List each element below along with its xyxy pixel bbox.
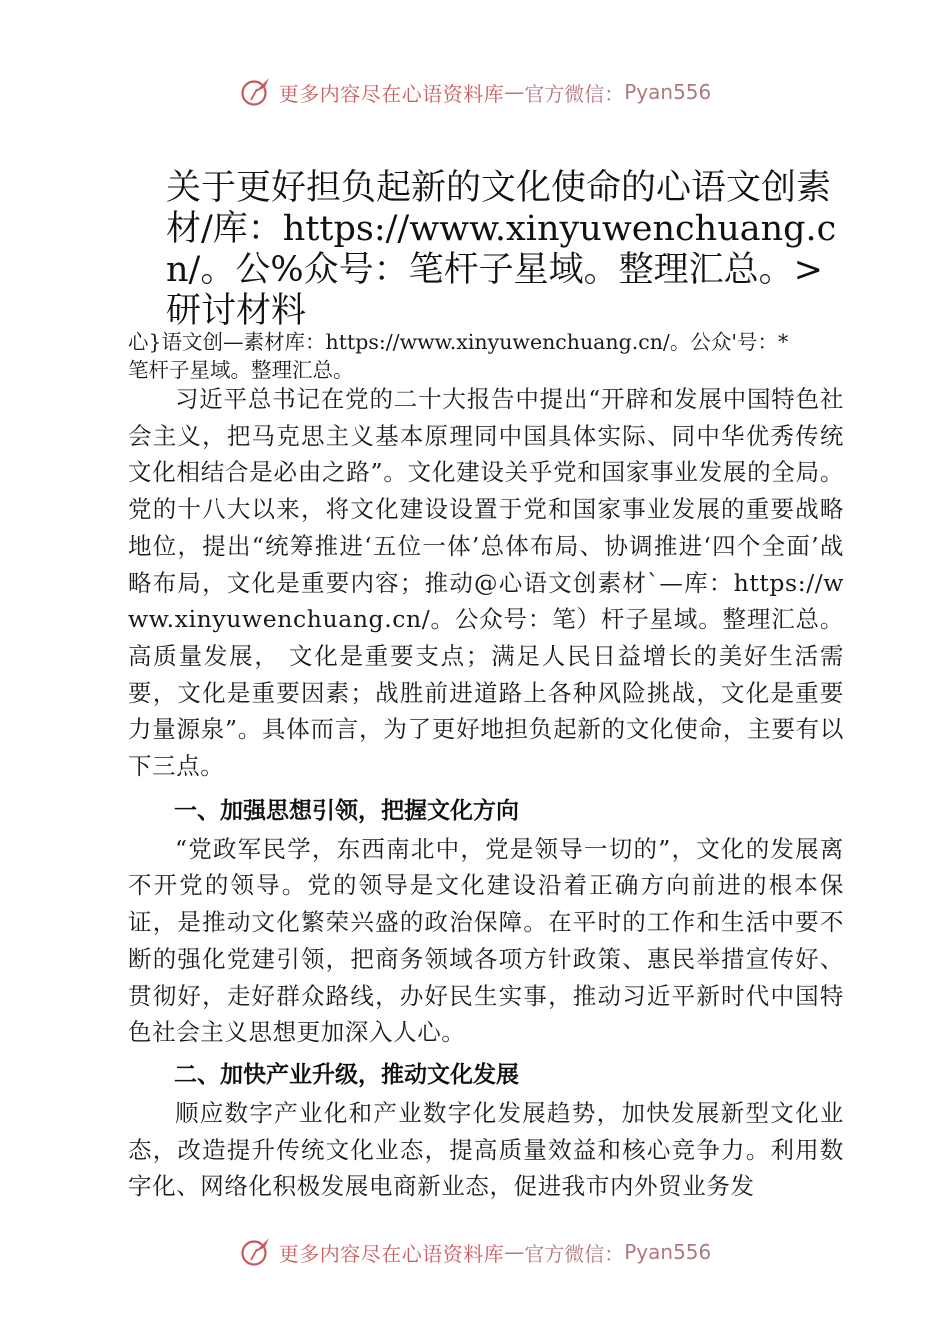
document-subnote: 心}语文创—素材库：https://www.xinyuwenchuang.cn/。公众'号：*笔杆子星域。整理汇总。 (128, 330, 789, 382)
document-body (128, 381, 844, 1205)
watermark-wechat-id: Pyan556 (624, 1240, 712, 1264)
watermark-banner-top (0, 72, 950, 112)
section-heading-2: 二、加快产业升级，推动文化发展 (174, 1061, 519, 1088)
quill-logo-icon (239, 1235, 273, 1269)
intro-paragraph: 习近平总书记在党的二十大报告中提出“开辟和发展中国特色社会主义，把马克思主义基本原理同中国具体实际、同中华优秀传统文化相结合是必由之路”。文化建设关乎党和国家事业发展的全局。党的十八大以来，将文化建设设置于党和国家事业发展的重要战略地位，提出“统筹推进‘五位一体’总体布局、协调推进‘四个全面’战略布局，文化是重要内容；推动@心语文创素材`—库：https://www.xinyuwenchuang.cn/。公众号：笔）杆子星域。整理汇总。高质量发展， 文化是重要支点；满足人民日益增长的美好生活需要，文化是重要因素；战胜前进道路上各种风险挑战，文化是重要力量源泉”。具体而言，为了更好地担负起新的文化使命，主要有以下三点。 (128, 385, 844, 781)
document-title: 关于更好担负起新的文化使命的心语文创素材/库：https://www.xinyuwenchuang.cn/。公%众号：笔杆子星域。整理汇总。>研讨材料 (166, 168, 837, 331)
section-heading-1: 一、加强思想引领，把握文化方向 (174, 797, 519, 824)
watermark-wechat-id: Pyan556 (624, 80, 712, 104)
watermark-wechat-label: 官方微信： (524, 81, 625, 106)
quill-logo-icon (239, 75, 273, 109)
section-body-1: “党政军民学，东西南北中，党是领导一切的”，文化的发展离不开党的领导。党的领导是文化建设沿着正确方向前进的根本保证，是推动文化繁荣兴盛的政治保障。在平时的工作和生活中要不断的强化党建引领，把商务领域各项方针政策、惠民举措宣传好、贯彻好，走好群众路线，办好民生实事，推动习近平新时代中国特色社会主义思想更加深入人心。 (128, 834, 844, 1047)
watermark-text: 更多内容尽在心语资料库 (278, 81, 505, 106)
watermark-separator: — (504, 80, 525, 104)
watermark-text: 更多内容尽在心语资料库 (278, 1241, 505, 1266)
watermark-wechat-label: 官方微信： (524, 1241, 625, 1266)
watermark-banner-bottom (0, 1232, 950, 1272)
watermark-separator: — (504, 1240, 525, 1264)
section-body-2: 顺应数字产业化和产业数字化发展趋势，加快发展新型文化业态，改造提升传统文化业态，提高质量效益和核心竞争力。利用数字化、网络化积极发展电商新业态，促进我市内外贸业务发 (128, 1098, 844, 1201)
